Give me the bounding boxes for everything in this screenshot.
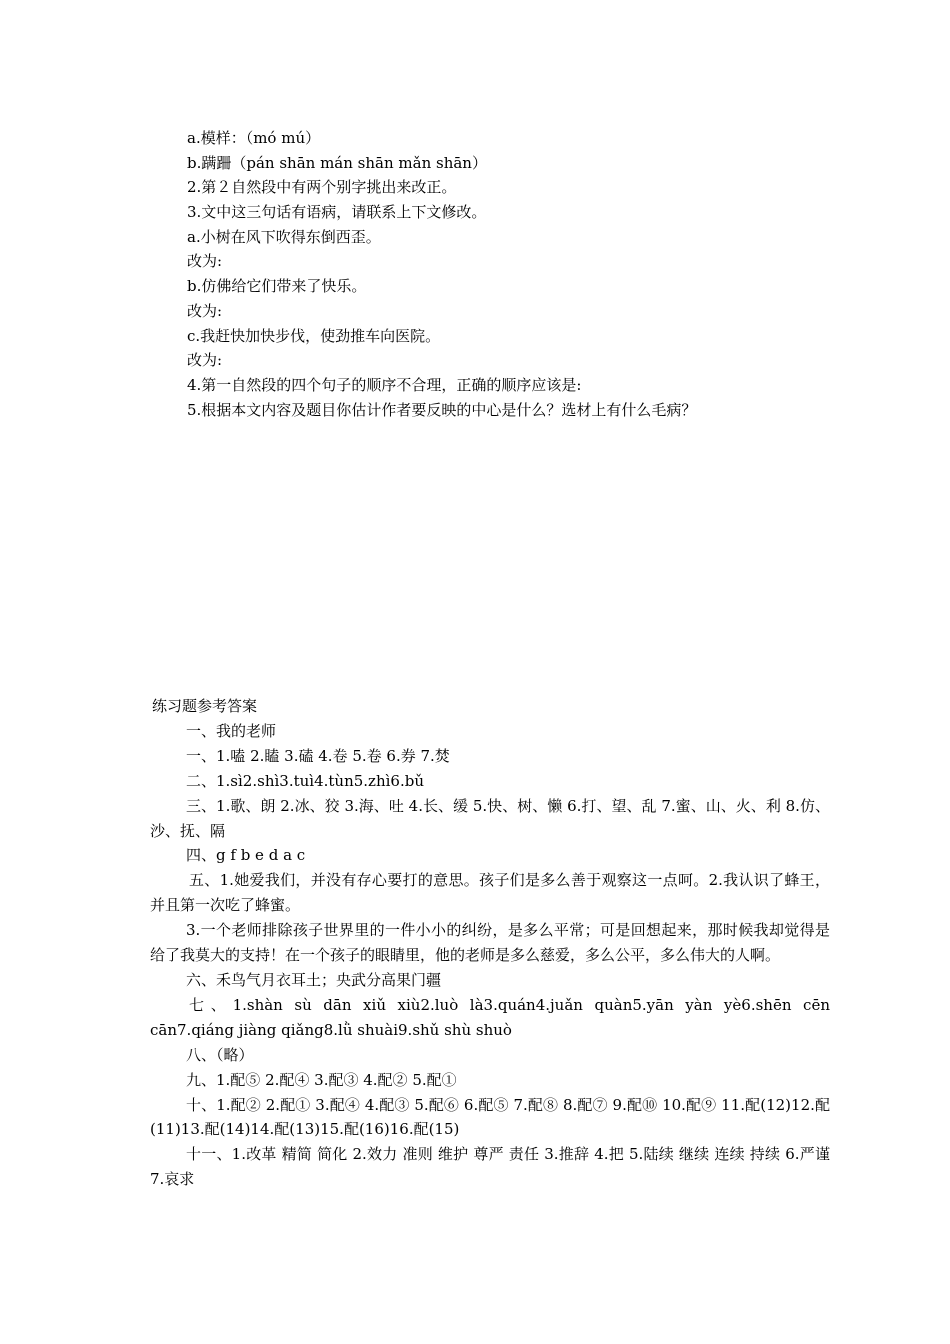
question-line: 4.第一自然段的四个句子的顺序不合理，正确的顺序应该是:	[187, 375, 582, 394]
answer-item: 一、1.嗑 2.瞌 3.磕 4.卷 5.卷 6.券 7.焚	[186, 746, 450, 765]
answer-item: 二、1.sì2.shì3.tuì4.tùn5.zhì6.bǔ	[186, 771, 424, 790]
question-line: 3.文中这三句话有语病，请联系上下文修改。	[187, 203, 487, 222]
answer-item: 六、禾鸟气月衣耳土；央武分高果门疆	[186, 970, 442, 989]
question-line: a.模样：（mó mú）	[187, 129, 321, 147]
answer-key-title: 练习题参考答案	[152, 697, 258, 715]
exercise-questions	[187, 126, 847, 422]
question-line: c.我赶快加快步伐，使劲推车向医院。	[187, 326, 441, 345]
answer-item: 七、1.shàn sù dān xiǔ xiù2.luò là3.quán4.juǎn quàn5.yān yàn yè6.shēn cēn cān7.qiáng jiàng qiǎng8.lǜ shuài9.shǔ shù shuò	[150, 995, 830, 1039]
answer-item: 3.一个老师排除孩子世界里的一件小小的纠纷，是多么平常；可是回想起来，那时候我却觉得是给了我莫大的支持！在一个孩子的眼睛里，他的老师是多么慈爱，多么公平，多么伟大的人啊。	[150, 921, 830, 965]
answer-key	[150, 694, 830, 1192]
answer-item: 四、g f b e d a c	[186, 846, 306, 865]
question-line: 改为:	[187, 301, 223, 320]
answer-item: 八、（略）	[186, 1045, 254, 1064]
question-line: 改为:	[187, 351, 223, 370]
question-line: 2.第２自然段中有两个别字挑出来改正。	[187, 178, 457, 197]
question-line: a.小树在风下吹得东倒西歪。	[187, 227, 381, 246]
answer-item: 五、1.她爱我们，并没有存心要打的意思。孩子们是多么善于观察这一点呵。2.我认识了蜂王，并且第一次吃了蜂蜜。	[150, 871, 830, 915]
question-line: 5.根据本文内容及题目你估计作者要反映的中心是什么？选材上有什么毛病？	[187, 400, 697, 419]
answer-item: 三、1.歌、朗 2.冰、狡 3.海、吐 4.长、缓 5.快、树、懒 6.打、望、乱 7.蜜、山、火、利 8.仿、沙、抚、隔	[150, 796, 830, 840]
question-line: b.仿佛给它们带来了快乐。	[187, 277, 367, 296]
answer-item: 十一、1.改革 精简 简化 2.效力 准则 维护 尊严 责任 3.推辞 4.把 5.陆续 继续 连续 持续 6.严谨 7.哀求	[150, 1145, 830, 1189]
question-line: b.蹒跚（pán shān mán shān mǎn shān）	[187, 153, 487, 172]
question-line: 改为:	[187, 252, 223, 271]
answer-item: 九、1.配⑤ 2.配④ 3.配③ 4.配② 5.配①	[186, 1070, 457, 1089]
lesson-heading: 一、我的老师	[186, 721, 277, 740]
answer-item: 十、1.配② 2.配① 3.配④ 4.配③ 5.配⑥ 6.配⑤ 7.配⑧ 8.配⑦ 9.配⑩ 10.配⑨ 11.配(12)12.配(11)13.配(14)14.配(13)15.配(16)16.配(15)	[150, 1095, 830, 1139]
